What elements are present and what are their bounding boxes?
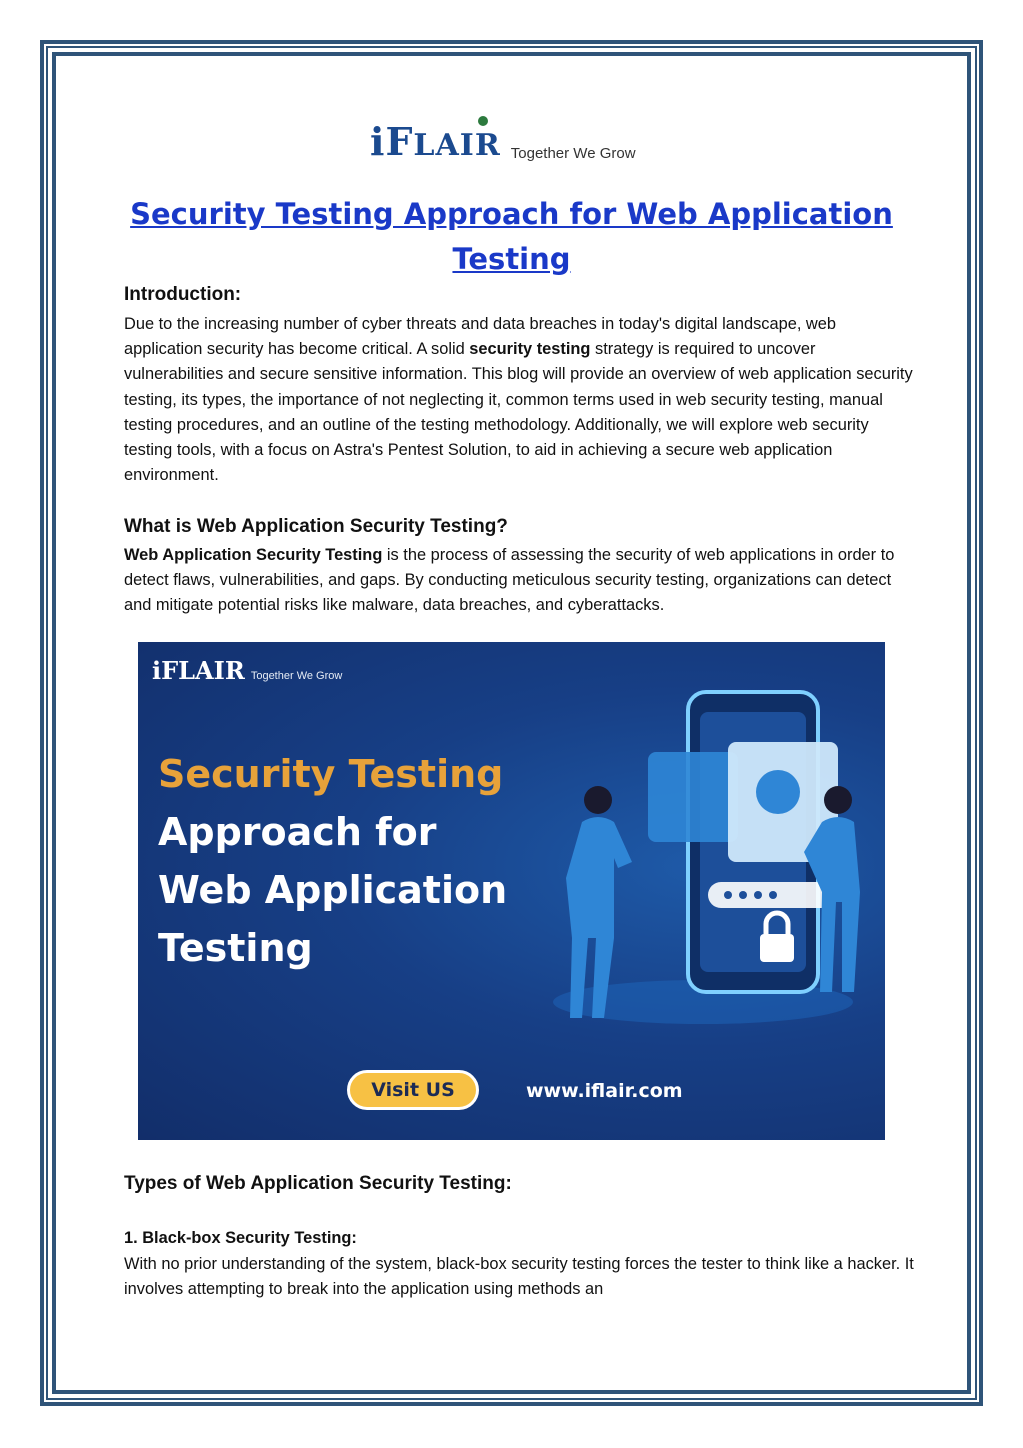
- intro-paragraph: Due to the increasing number of cyber threats and data breaches in today's digital landscape, web application security has become critical. A solid security testing strategy is required to uncover vulnerabilities and secure sensitive information. This blog will provide an overview of web application security testing, its types, the importance of not neglecting it, common terms used in web security testing, manual testing procedures, and an outline of the testing methodology. Additionally, we will explore web security testing tools, with a focus on Astra's Pentest Solution, to aid in achieving a secure web application environment.: [124, 315, 913, 485]
- blackbox-heading: 1. Black-box Security Testing:: [124, 1229, 357, 1247]
- globe-icon: [478, 116, 488, 126]
- promo-banner-image: [138, 642, 885, 1140]
- banner-url: www.iflair.com: [526, 1080, 683, 1102]
- visit-us-button[interactable]: Visit US: [347, 1070, 479, 1110]
- banner-heading-line3: Web Application: [158, 868, 508, 912]
- what-heading: What is Web Application Security Testing?: [124, 516, 508, 537]
- intro-heading: Introduction:: [124, 284, 242, 305]
- logo-wordmark: iFLAIR: [370, 122, 501, 166]
- blackbox-paragraph: With no prior understanding of the system, black-box security testing forces the tester to think like a hacker. It involves attempting to break into the application using methods an: [124, 1255, 914, 1299]
- iflair-logo: [370, 120, 636, 166]
- banner-heading-line4: Testing: [158, 926, 313, 970]
- page-title[interactable]: Security Testing Approach for Web Application Testing: [130, 197, 893, 276]
- banner-logo: iFLAIR Together We Grow: [152, 656, 343, 685]
- what-paragraph: Web Application Security Testing is the process of assessing the security of web applications in order to detect flaws, vulnerabilities, and gaps. By conducting meticulous security testing, organizations can detect and mitigate potential risks like malware, data breaches, and cyberattacks.: [124, 546, 895, 615]
- banner-heading-line1: Security Testing: [158, 752, 504, 796]
- logo-tagline: Together We Grow: [510, 145, 636, 162]
- types-heading: Types of Web Application Security Testing:: [124, 1173, 512, 1194]
- banner-heading-line2: Approach for: [158, 810, 437, 854]
- security-illustration: [538, 672, 868, 1052]
